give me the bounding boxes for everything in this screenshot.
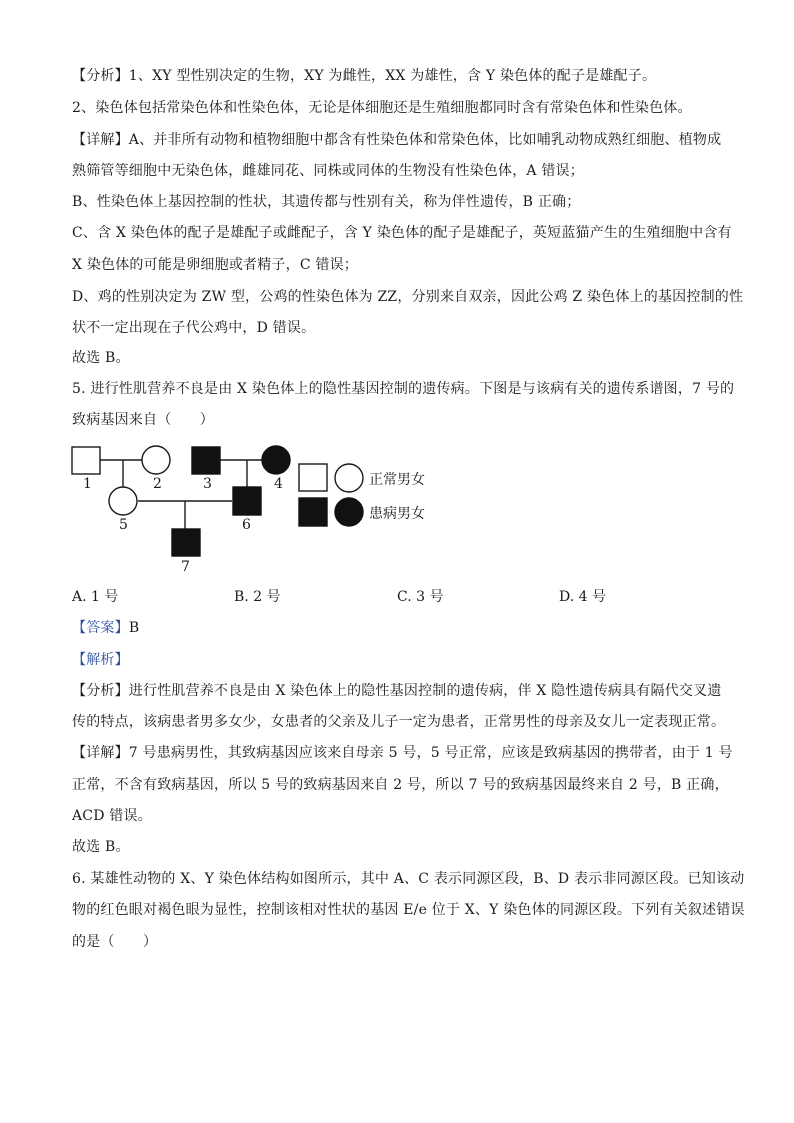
detail2-line-2: 正常，不含有致病基因，所以 5 号的致病基因来自 2 号，所以 7 号的致病基因最终来自 2 号，B 正确，: [72, 777, 729, 793]
detail-line-1: 【详解】A、并非所有动物和植物细胞中都含有性染色体和常染色体，比如哺乳动物成熟红细胞、植物成: [72, 132, 722, 148]
conclusion-1: 故选 B。: [72, 350, 130, 366]
individual-6-affected-male: [233, 487, 261, 515]
analysis2-line-2: 传的特点，该病患者男多女少，女患者的父亲及儿子一定为患者，正常男性的母亲及女儿一定表现正常。: [72, 714, 726, 730]
question6-line-1: 6. 某雄性动物的 X、Y 染色体结构如图所示，其中 A、C 表示同源区段，B、D 表示非同源区段。已知该动: [72, 871, 745, 887]
label-6: 6: [242, 517, 251, 533]
question5-line-2: 致病基因来自（ ）: [72, 412, 214, 428]
legend-normal-male-icon: [299, 464, 327, 491]
answer-tag: 【答案】: [72, 620, 129, 636]
label-5: 5: [119, 517, 128, 533]
label-1: 1: [83, 476, 92, 492]
option-d: D. 4 号: [559, 589, 606, 605]
pedigree-chart: [66, 438, 446, 578]
option-a: A. 1 号: [72, 589, 119, 605]
individual-7-affected-male: [172, 529, 200, 556]
legend-affected-female-icon: [335, 498, 363, 526]
detail2-line-1: 【详解】7 号患病男性，其致病基因应该来自母亲 5 号，5 号正常，应该是致病基因的携带者，由于 1 号: [72, 745, 733, 761]
legend-affected-male-icon: [299, 498, 327, 526]
individual-3-affected-male: [192, 447, 220, 474]
label-3: 3: [203, 476, 212, 492]
detail2-line-3: ACD 错误。: [72, 808, 152, 824]
individual-4-affected-female: [262, 446, 290, 474]
detail-line-6: D、鸡的性别决定为 ZW 型，公鸡的性染色体为 ZZ，分别来自双亲，因此公鸡 Z 染色体上的基因控制的性: [72, 289, 744, 305]
answer-value: B: [128, 620, 140, 636]
label-4: 4: [274, 476, 283, 492]
legend-normal-female-icon: [335, 464, 363, 492]
options-row: [72, 586, 724, 606]
detail-line-2: 熟筛管等细胞中无染色体，雌雄同花、同株或同体的生物没有性染色体，A 错误；: [72, 163, 584, 179]
question6-line-2: 物的红色眼对褐色眼为显性，控制该相对性状的基因 E/e 位于 X、Y 染色体的同源区段。下列有关叙述错误: [72, 902, 745, 918]
detail-line-3: B、性染色体上基因控制的性状，其遗传都与性别有关，称为伴性遗传，B 正确；: [72, 194, 581, 210]
option-b: B. 2 号: [234, 589, 281, 605]
option-c: C. 3 号: [397, 589, 444, 605]
detail-line-5: X 染色体的可能是卵细胞或者精子，C 错误；: [72, 257, 358, 273]
analysis-line-2: 2、染色体包括常染色体和性染色体，无论是体细胞还是生殖细胞都同时含有常染色体和性染色体。: [72, 100, 692, 116]
detail-line-7: 状不一定出现在子代公鸡中，D 错误。: [72, 320, 316, 336]
detail-line-4: C、含 X 染色体的配子是雄配子或雌配子，含 Y 染色体的配子是雄配子，英短蓝猫产生的生殖细胞中含有: [72, 225, 732, 241]
legend-normal-label: 正常男女: [369, 472, 425, 488]
label-7: 7: [181, 559, 190, 575]
explain-tag: 【解析】: [72, 652, 129, 668]
individual-2-normal-female: [142, 446, 170, 474]
analysis-line-1: 【分析】1、XY 型性别决定的生物，XY 为雌性，XX 为雄性，含 Y 染色体的配子是雄配子。: [72, 68, 657, 84]
conclusion-2: 故选 B。: [72, 839, 130, 855]
question5-line-1: 5. 进行性肌营养不良是由 X 染色体上的隐性基因控制的遗传病。下图是与该病有关的遗传系谱图，7 号的: [72, 381, 735, 397]
legend-affected-label: 患病男女: [369, 506, 425, 522]
question6-line-3: 的是（ ）: [72, 934, 158, 950]
analysis2-line-1: 【分析】进行性肌营养不良是由 X 染色体上的隐性基因控制的遗传病，伴 X 隐性遗传病具有隔代交叉遗: [72, 683, 722, 699]
individual-1-normal-male: [72, 447, 100, 474]
individual-5-normal-female: [109, 487, 137, 515]
label-2: 2: [153, 476, 162, 492]
answer-line: [72, 618, 724, 638]
